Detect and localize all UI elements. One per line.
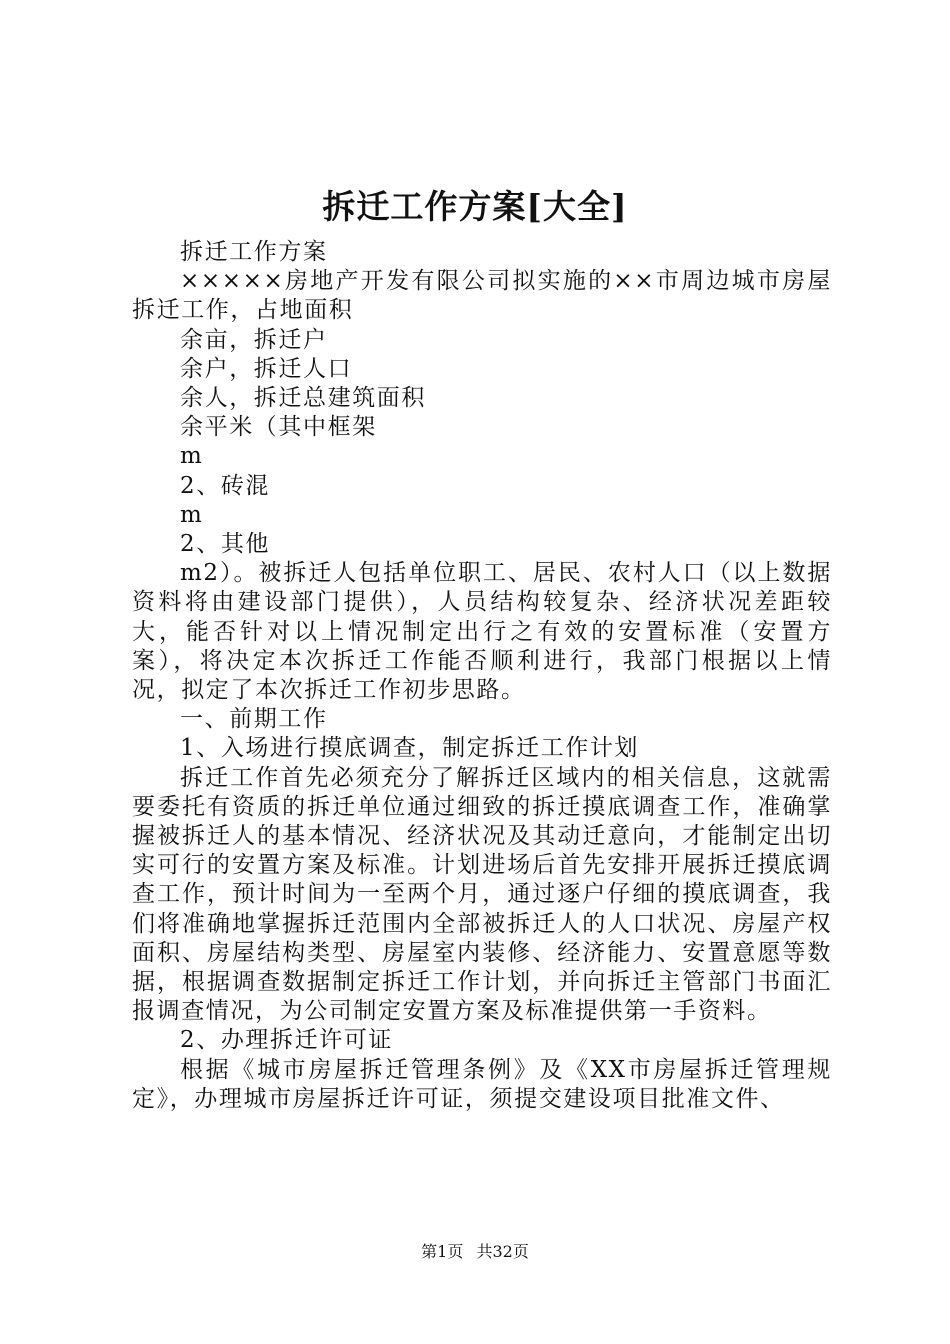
paragraph: 余户，拆迁人口 bbox=[180, 355, 353, 382]
paragraph: 2、其他 bbox=[180, 531, 271, 558]
paragraph: m bbox=[180, 443, 204, 470]
paragraph: 余亩，拆迁户 bbox=[180, 326, 328, 353]
paragraph: 根据《城市房屋拆迁管理条例》及《XX市房屋拆迁管理规定》，办理城市房屋拆迁许可证，须提交建设项目批准文件、 bbox=[132, 1056, 832, 1112]
paragraph: 拆迁工作首先必须充分了解拆迁区域内的相关信息，这就需要委托有资质的拆迁单位通过细致的拆迁摸底调查工作，准确掌握被拆迁人的基本情况、经济状况及其动迁意向，才能制定出切实可行的安置方案及标准。计划进场后首先安排开展拆迁摸底调查工作，预计时间为一至两个月，通过逐户仔细的摸底调查，我们将准确地掌握拆迁范围内全部被拆迁人的人口状况、房屋产权面积、房屋结构类型、房屋室内装修、经济能力、安置意愿等数据，根据调查数据制定拆迁工作计划，并向拆迁主管部门书面汇报调查情况，为公司制定安置方案及标准提供第一手资料。 bbox=[132, 764, 832, 1025]
paragraph: m2）。被拆迁人包括单位职工、居民、农村人口（以上数据资料将由建设部门提供），人员结构较复杂、经济状况差距较大，能否针对以上情况制定出行之有效的安置标准（安置方案），将决定本次拆迁工作能否顺利进行，我部门根据以上情况，拟定了本次拆迁工作初步思路。 bbox=[132, 560, 832, 704]
section-heading: 一、前期工作 bbox=[180, 706, 328, 733]
document-body bbox=[132, 238, 832, 1114]
page-total: 共32页 bbox=[476, 1242, 529, 1261]
paragraph: ×××××房地产开发有限公司拟实施的××市周边城市房屋拆迁工作，占地面积 bbox=[132, 268, 832, 324]
paragraph: 余人，拆迁总建筑面积 bbox=[180, 385, 426, 412]
paragraph: m bbox=[180, 501, 204, 528]
paragraph: 2、砖混 bbox=[180, 472, 271, 499]
paragraph: 拆迁工作方案 bbox=[180, 239, 328, 265]
page-footer bbox=[0, 1240, 950, 1264]
subsection-heading: 2、办理拆迁许可证 bbox=[180, 1027, 394, 1054]
document-title: 拆迁工作方案[大全] bbox=[322, 187, 628, 226]
subsection-heading: 1、入场进行摸底调查，制定拆迁工作计划 bbox=[180, 735, 640, 762]
page-number: 第1页 bbox=[421, 1242, 464, 1261]
paragraph: 余平米（其中框架 bbox=[180, 414, 377, 441]
